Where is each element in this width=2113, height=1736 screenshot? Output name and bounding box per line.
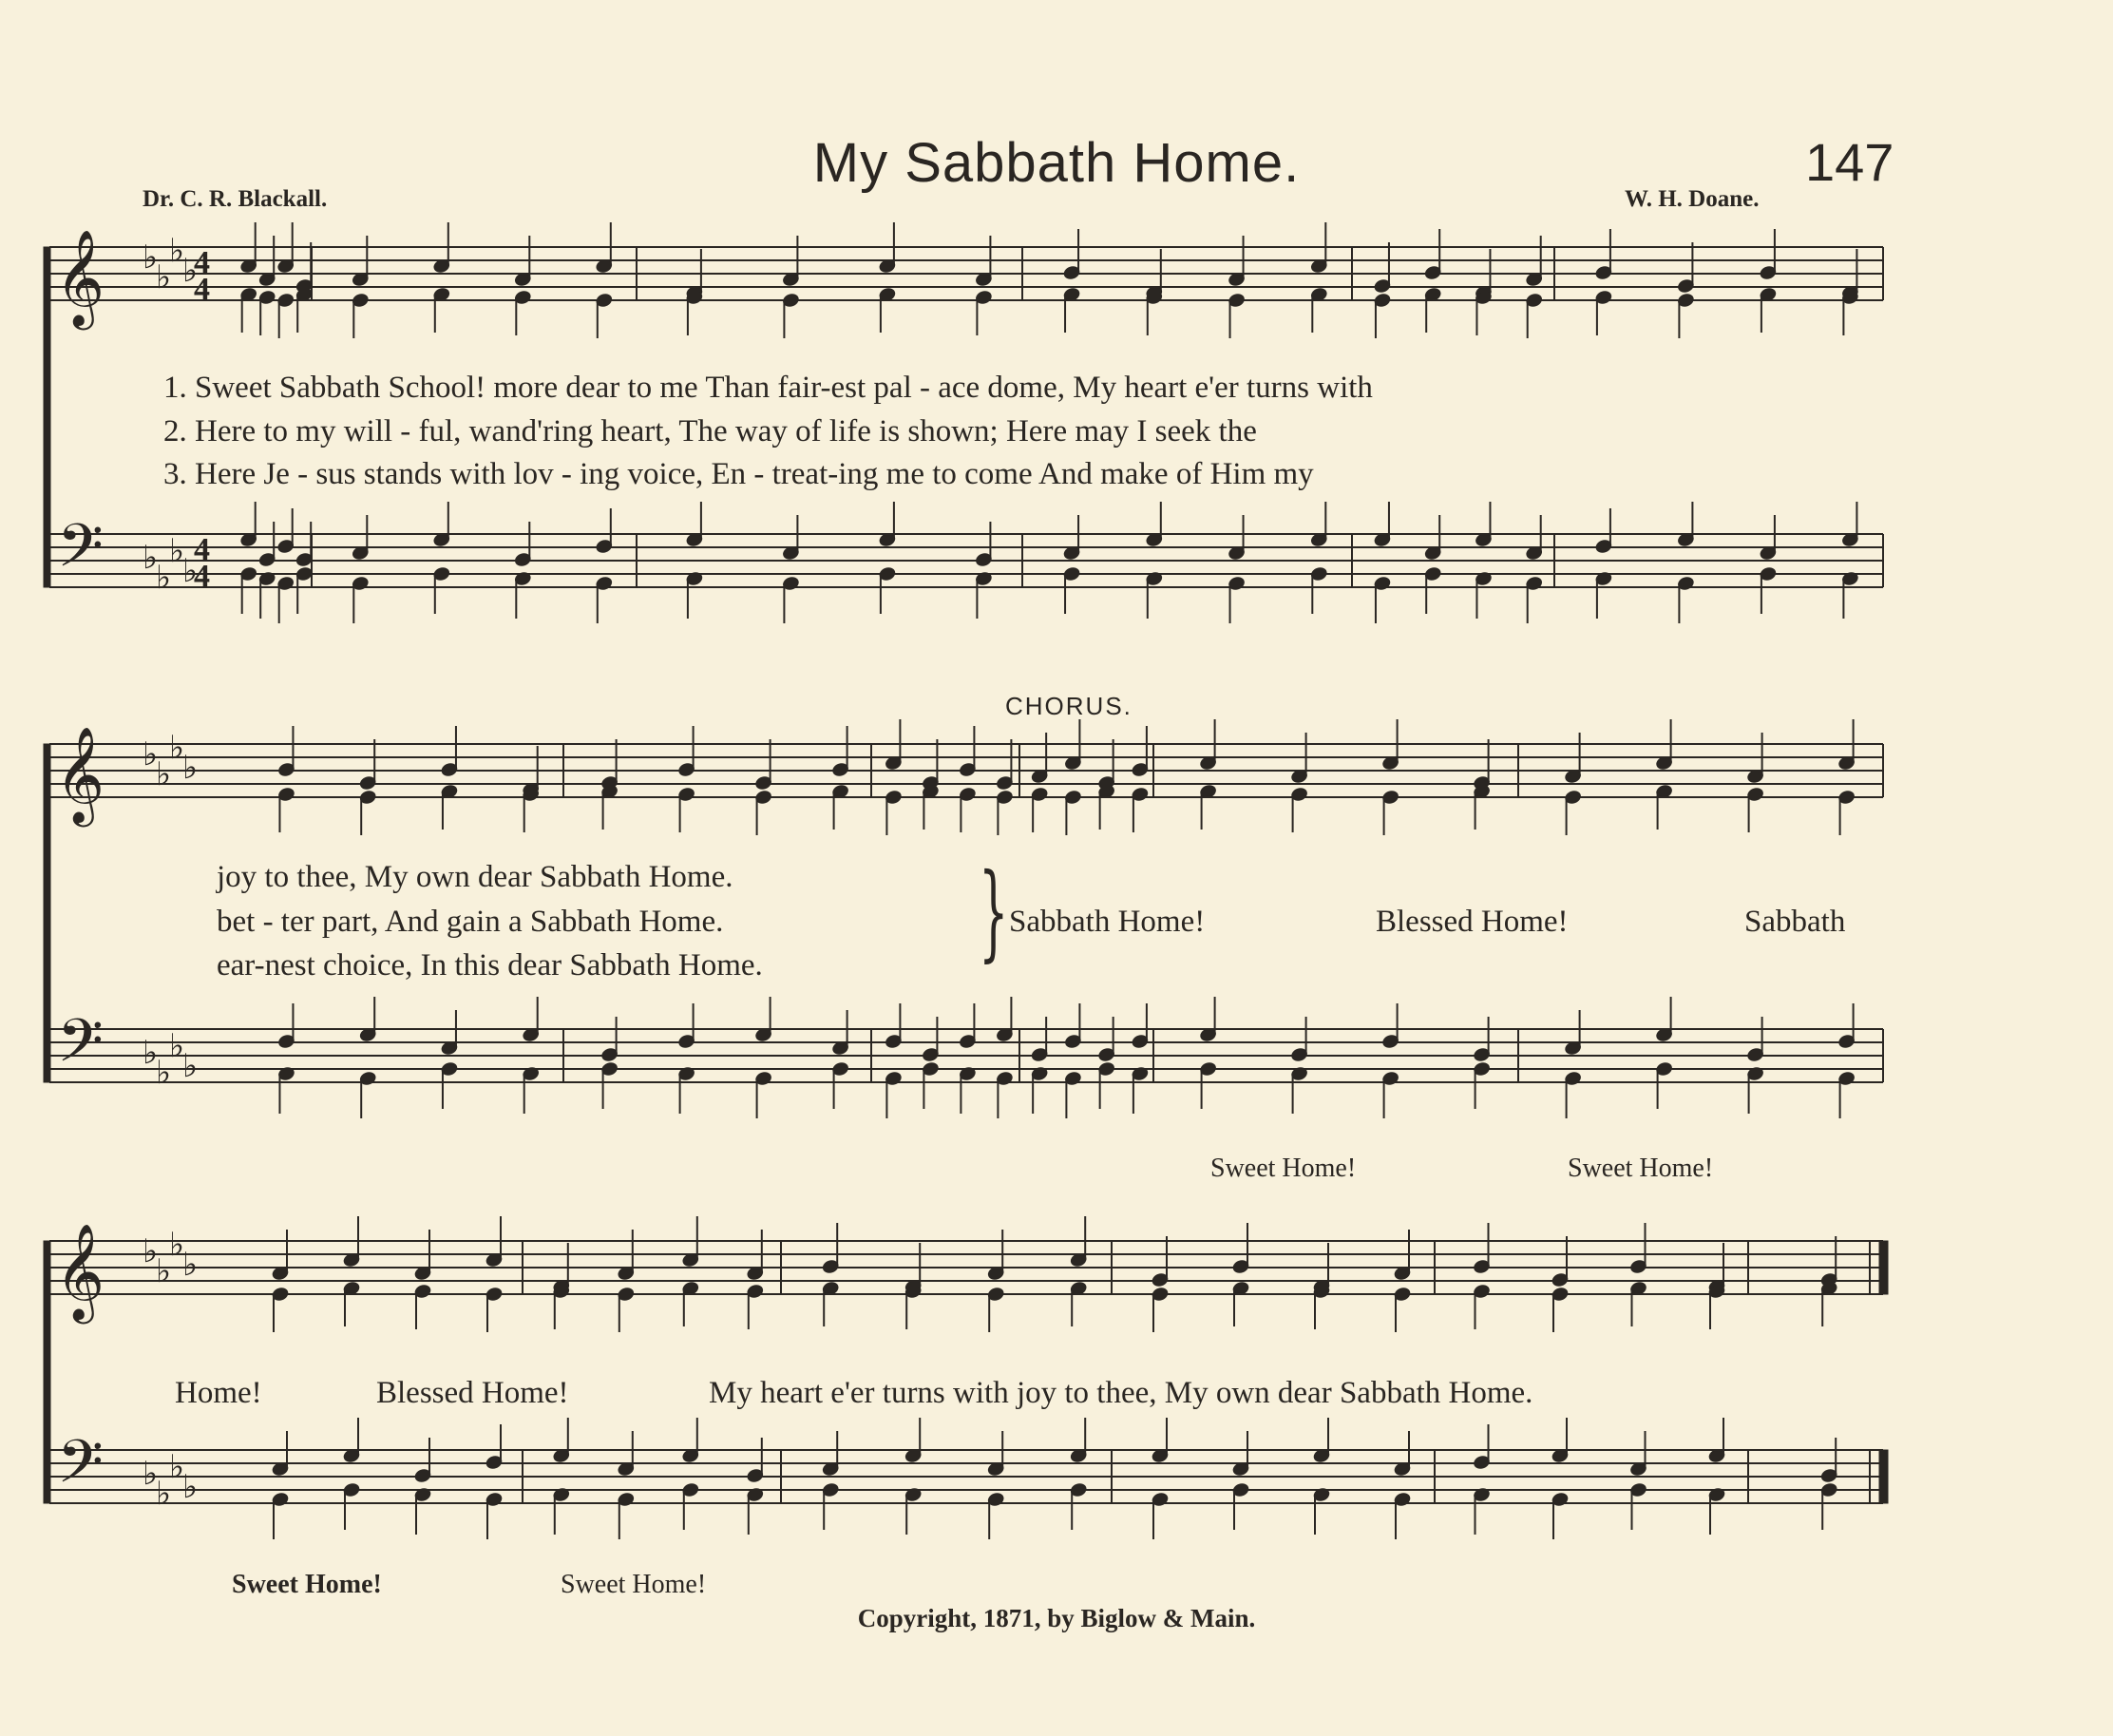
flat-icon: ♭: [143, 735, 159, 773]
system-bracket: [44, 247, 50, 587]
author-credit: Dr. C. R. Blackall.: [143, 186, 328, 212]
bass-clef-icon: 𝄢: [57, 1005, 104, 1090]
flat-icon: ♭: [169, 1448, 185, 1486]
treble-clef-icon: 𝄞: [55, 725, 105, 823]
flat-icon: ♭: [169, 1027, 185, 1065]
flat-icon: ♭: [156, 1252, 172, 1290]
flat-icon: ♭: [156, 559, 172, 597]
flat-icon: ♭: [182, 252, 199, 290]
flat-icon: ♭: [169, 532, 185, 570]
bass-clef-icon: 𝄢: [57, 510, 104, 595]
chorus-lyric-sabbath-home: Sabbath Home!: [1009, 905, 1206, 939]
flat-icon: ♭: [156, 1475, 172, 1513]
final-barline: [1879, 1241, 1888, 1294]
flat-icon: ♭: [156, 755, 172, 793]
flat-icon: ♭: [182, 1468, 199, 1506]
bass-lyric-sweet-home-2: Sweet Home!: [1568, 1154, 1714, 1183]
composer-credit: W. H. Doane.: [1625, 186, 1760, 212]
flat-icon: ♭: [182, 552, 199, 590]
verse1-line2: joy to thee, My own dear Sabbath Home.: [217, 860, 733, 894]
chorus-label: CHORUS.: [1005, 692, 1133, 720]
copyright-notice: Copyright, 1871, by Biglow & Main.: [857, 1604, 1256, 1632]
flat-icon: ♭: [169, 232, 185, 270]
flat-icon: ♭: [182, 749, 199, 787]
time-sig-bottom-denominator: 4: [194, 559, 210, 594]
verse2-line2: bet - ter part, And gain a Sabbath Home.: [217, 905, 724, 939]
verse3-line1: 3. Here Je - sus stands with lov - ing voice, En - treat-ing me to come And make of Him my: [163, 457, 1314, 491]
flat-icon: ♭: [156, 258, 172, 296]
final-barline: [1879, 1450, 1888, 1503]
flat-icon: ♭: [169, 1226, 185, 1264]
flat-icon: ♭: [143, 238, 159, 277]
flat-icon: ♭: [182, 1047, 199, 1085]
hymn-title: My Sabbath Home.: [812, 132, 1301, 194]
page-number: 147: [1805, 132, 1894, 192]
flat-icon: ♭: [143, 539, 159, 577]
flat-icon: ♭: [156, 1054, 172, 1092]
system-bracket: [44, 744, 50, 1082]
chorus-lyric-blessed-home-2: Blessed Home!: [376, 1376, 569, 1410]
chorus-lyric-blessed-home: Blessed Home!: [1376, 905, 1569, 939]
chorus-lyric-home: Home!: [175, 1376, 262, 1410]
system-bracket: [44, 1241, 50, 1503]
flat-icon: ♭: [143, 1232, 159, 1270]
verse3-line2: ear-nest choice, In this dear Sabbath Home.: [217, 948, 763, 982]
verse1-line1: 1. Sweet Sabbath School! more dear to me Than fair-est pal - ace dome, My heart e'er turns with: [163, 371, 1373, 405]
time-sig-top-numerator: 4: [194, 245, 210, 280]
bass-clef-icon: 𝄢: [57, 1426, 104, 1511]
flat-icon: ♭: [182, 1246, 199, 1284]
chorus-lyric-final-line: My heart e'er turns with joy to thee, My own dear Sabbath Home.: [709, 1376, 1533, 1410]
bass-lyric-sweet-home-1: Sweet Home!: [1210, 1154, 1357, 1183]
time-sig-bottom-numerator: 4: [194, 532, 210, 567]
flat-icon: ♭: [143, 1455, 159, 1493]
verse2-line1: 2. Here to my will - ful, wand'ring heart, The way of life is shown; Here may I seek the: [163, 414, 1257, 448]
treble-clef-icon: 𝄞: [55, 1222, 105, 1320]
chorus-lyric-sabbath: Sabbath: [1744, 905, 1846, 939]
verse-brace: }: [979, 850, 1009, 972]
flat-icon: ♭: [169, 729, 185, 767]
time-sig-top-denominator: 4: [194, 272, 210, 307]
bass-lyric-sweet-home-3: Sweet Home!: [232, 1570, 382, 1599]
bass-lyric-sweet-home-4: Sweet Home!: [561, 1570, 707, 1599]
flat-icon: ♭: [143, 1034, 159, 1072]
treble-clef-icon: 𝄞: [55, 228, 105, 326]
